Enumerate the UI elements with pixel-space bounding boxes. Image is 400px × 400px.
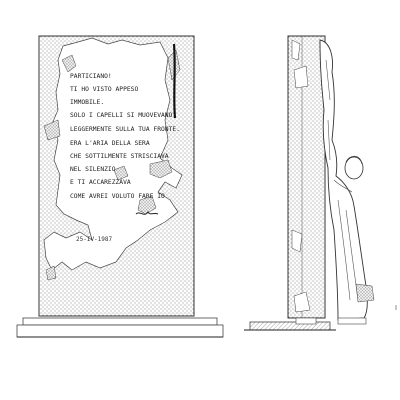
poem-line: CHE SOTTILMENTE STRISCIAVA [70, 153, 169, 160]
poem-line: E TI ACCAREZZAVA [70, 179, 131, 186]
poem-line: ERA L'ARIA DELLA SERA [70, 140, 150, 147]
side-shape-2 [294, 66, 308, 88]
date-label: 25-IV-1987 [76, 236, 113, 243]
side-elevation [244, 36, 396, 330]
front-base-top [23, 318, 217, 325]
hanging-figure [320, 40, 367, 320]
front-elevation [17, 36, 223, 337]
rope-mark [174, 44, 175, 118]
poem-line: TI HO VISTO APPESO [70, 86, 139, 93]
side-ground [250, 322, 330, 330]
front-base-bottom [17, 325, 223, 337]
poem-line: COME AVREI VOLUTO FARE IO [70, 193, 165, 200]
side-shape-3 [292, 230, 302, 252]
poem-line: PARTICIANO! [70, 73, 112, 80]
poem-line: IMMOBILE. [70, 99, 105, 106]
figure-base-block [338, 318, 366, 324]
poem-line: LEGGERMENTE SULLA TUA FRONTE. [70, 126, 180, 133]
poem-line: SOLO I CAPELLI SI MUOVEVANO [70, 112, 173, 119]
figure-cloth [356, 284, 374, 302]
figure-head [345, 157, 363, 179]
side-base-block [296, 318, 316, 324]
poem-line: NEL SILENZIO [70, 166, 116, 173]
